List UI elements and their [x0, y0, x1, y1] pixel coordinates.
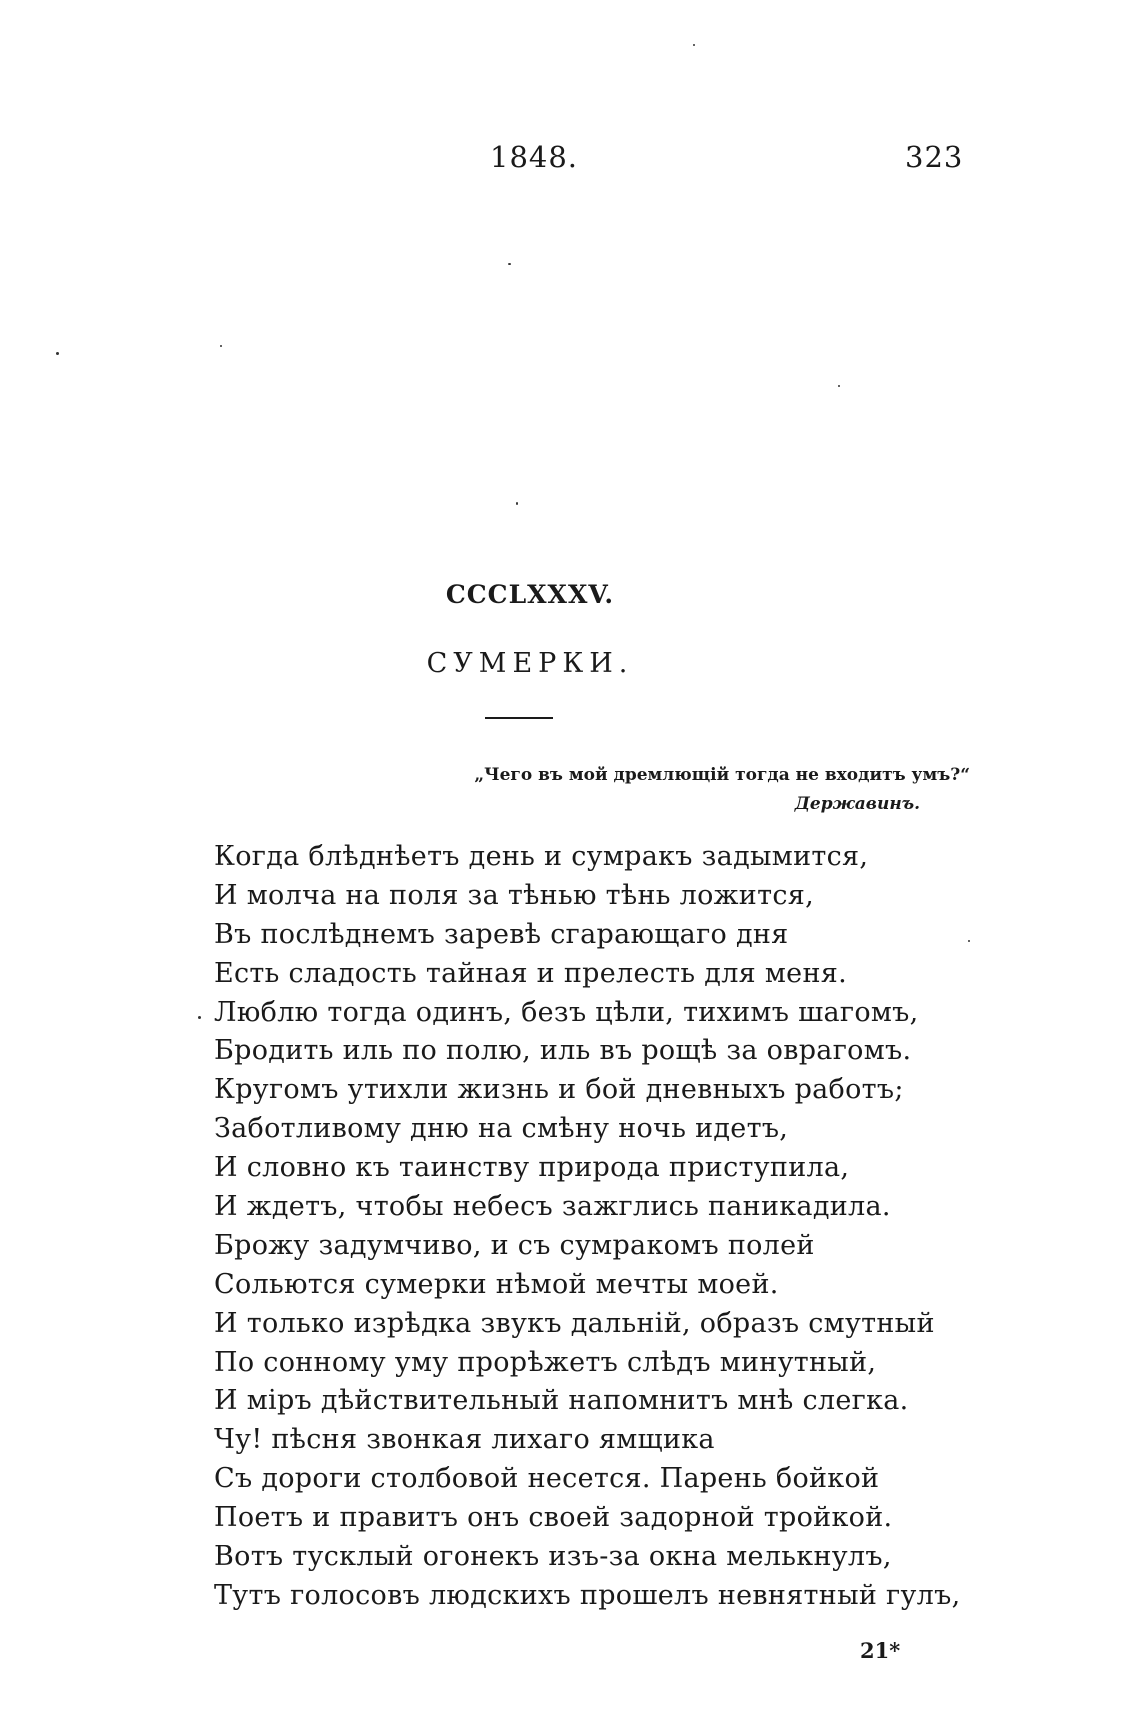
running-head-year: 1848. [490, 140, 579, 174]
poem-line: Вотъ тусклый огонекъ изъ-за окна мелькнулъ, [214, 1541, 892, 1573]
poem-line: И молча на поля за тѣнью тѣнь ложится, [214, 879, 814, 911]
poem-line: Чу! пѣсня звонкая лихаго ямщика [214, 1424, 715, 1456]
title-divider [485, 717, 553, 719]
scan-speck [838, 385, 840, 387]
scan-speck [508, 263, 511, 265]
poem-line: Въ послѣднемъ заревѣ сгарающаго дня [214, 918, 789, 950]
poem-line: Заботливому дню на смѣну ночь идетъ, [214, 1113, 789, 1145]
scan-speck [693, 44, 695, 46]
poem-line: Есть сладость тайная и прелесть для меня. [214, 957, 847, 989]
poem-line: Люблю тогда одинъ, безъ цѣли, тихимъ шагомъ, [214, 996, 919, 1028]
scan-speck [220, 345, 222, 347]
page-number: 323 [905, 140, 964, 174]
poem-line: И только изрѣдка звукъ дальній, образъ смутный [214, 1307, 935, 1339]
poem-line: Съ дороги столбовой несется. Парень бойкой [214, 1463, 880, 1495]
poem-line: И міръ дѣйствительный напомнитъ мнѣ слегка. [214, 1385, 909, 1417]
epigraph-author: Державинъ. [794, 794, 920, 814]
poem-line: И словно къ таинству природа приступила, [214, 1152, 850, 1184]
poem-line: Поетъ и правитъ онъ своей задорной тройкой. [214, 1502, 893, 1534]
poem-line: По сонному уму прорѣжетъ слѣдъ минутный, [214, 1346, 877, 1378]
poem-title: СУМЕРКИ. [426, 648, 634, 679]
poem-body [214, 838, 974, 1616]
poem-line: Сольются сумерки нѣмой мечты моей. [214, 1268, 779, 1300]
epigraph-quote: „Чего въ мой дремлющій тогда не входитъ умъ?“ [474, 765, 970, 785]
poem-line: Кругомъ утихли жизнь и бой дневныхъ работъ; [214, 1074, 904, 1106]
scan-speck [968, 940, 970, 942]
poem-line: Брожу задумчиво, и съ сумракомъ полей [214, 1229, 815, 1261]
poem-line: И ждетъ, чтобы небесъ зажглись паникадила. [214, 1191, 891, 1223]
poem-number: CCCLXXXV. [445, 580, 615, 609]
poem-line: Бродить иль по полю, иль въ рощѣ за оврагомъ. [214, 1035, 912, 1067]
scan-speck [198, 1016, 201, 1019]
epigraph [440, 760, 970, 818]
signature-mark: 21* [860, 1638, 901, 1663]
scan-speck [516, 502, 518, 505]
poem-line: Когда блѣднѣетъ день и сумракъ задымится, [214, 841, 869, 872]
scan-speck [56, 352, 59, 355]
poem-line: Тутъ голосовъ людскихъ прошелъ невнятный гулъ, [214, 1579, 961, 1611]
